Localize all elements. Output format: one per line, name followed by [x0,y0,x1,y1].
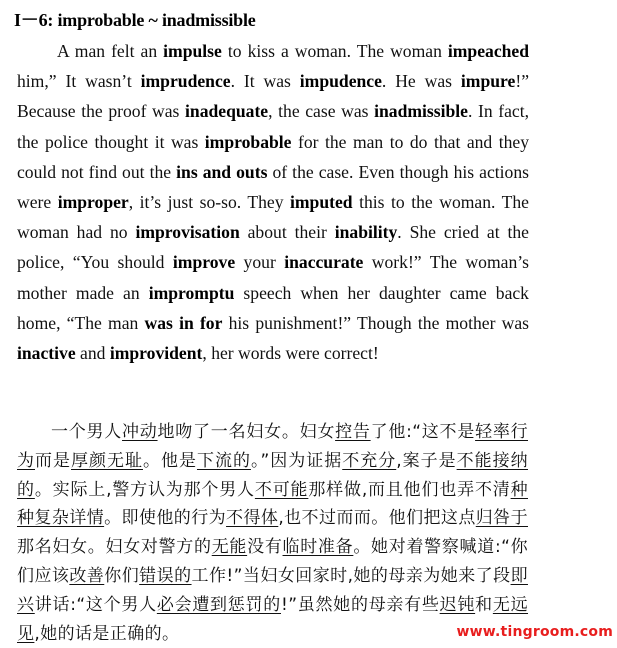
english-text-run: your [235,252,285,273]
english-paragraph [17,36,529,368]
english-text-run: , it’s just so-so. They [128,192,291,213]
section-title: I－6: improbable ~ inadmissible [14,10,256,30]
english-text-run: of the case. Even though his actions were [17,161,529,213]
chinese-text-run: 一个男人 [51,422,123,442]
english-text-run: about their [239,222,335,243]
chinese-text-run: 那样做,而且他们也弄不清 [308,479,511,500]
chinese-text-run: 工作!”当妇女回家时,她的母亲为她来了段 [191,565,511,586]
vocab-term: impromptu [148,282,235,303]
chinese-text-run: 。他是 [142,450,197,471]
vocab-term: impure [460,71,516,92]
english-text-run: . He was [381,71,461,92]
english-text-run: his punishment!” Though the mother was [222,312,529,333]
chinese-text-run: ,她的话是正确的。 [34,623,180,644]
vocab-term: imprudence [140,71,231,92]
translated-term: 错误的 [139,565,192,586]
translated-term: 不可能 [254,479,309,500]
vocab-term: imputed [290,192,353,213]
watermark: www.tingroom.com [456,624,613,640]
vocab-term: improbable [204,131,292,152]
vocab-term: inactive [17,343,76,364]
vocab-term: inaccurate [284,252,364,273]
chinese-text-run: 和 [475,594,493,615]
vocab-term: ins and outs [176,161,268,182]
chinese-paragraph [17,418,528,648]
translated-term: 下流的 [196,450,251,471]
english-text-run: . She cried at the police, “You should [17,222,529,273]
vocab-term: improper [57,192,129,213]
vocab-term: impulse [163,41,222,61]
translated-term: 归咎于 [475,508,528,529]
vocab-term: improvisation [135,222,240,243]
vocab-term: improve [172,252,236,273]
chinese-text-run: 。”因为证据 [250,450,343,471]
english-text-run: speech when her daughter came back home, “The man [17,282,529,333]
translated-term: 不能接纳的 [17,450,528,500]
chinese-text-run: 讲话:“这个男人 [34,594,157,615]
vocab-term: inability [334,222,398,243]
chinese-text-run: 地吻了一名妇女。妇女 [157,422,336,442]
chinese-text-run: 而是 [35,450,71,471]
chinese-text-run: 了他:“这不是 [370,422,476,442]
translated-term: 种种复杂详情 [17,479,528,529]
english-text-run: for the man to do that and they could not find out the [17,131,529,182]
chinese-text-run: 。她对着警察喊道:“你们应该 [17,537,528,586]
vocab-term: impeached [447,41,530,61]
english-text-run: , the case was [268,101,375,122]
vocab-term: was in for [144,312,223,333]
english-text-run: . It was [230,71,300,92]
english-text-run: , her words were correct! [202,343,379,364]
translated-term: 控告 [335,422,371,442]
chinese-text-run: ,案子是 [396,450,457,471]
chinese-text-run: 那名妇女。妇女对警方的 [17,537,212,558]
translated-term: 厚颜无耻 [71,450,143,471]
chinese-text-run: ,也不过而而。他们把这点 [278,508,476,529]
english-text-run: this to the woman. The woman had no [17,192,529,243]
chinese-text-run: 你们 [104,565,140,586]
chinese-text-run: 没有 [247,537,283,558]
translated-term: 无能 [211,537,248,558]
translated-term: 轻率行为 [17,422,528,471]
translated-term: 临时准备 [282,537,354,558]
vocab-term: inadequate [185,101,269,122]
english-text-run: . In fact, the police thought it was [17,101,530,152]
chinese-text-run: 。实际上,警方认为那个男人 [34,479,255,500]
translated-term: 必会遭到惩罚的 [156,594,281,615]
english-text-run: work!” The woman’s mother made an [17,252,530,303]
english-text-run: him,” It wasn’t [17,71,141,92]
translated-term: 无远见 [17,594,529,644]
translated-term: 即兴 [17,565,528,615]
translated-term: 不充分 [342,450,397,471]
vocab-term: improvident [109,343,203,364]
vocab-term: inadmissible [374,101,468,122]
english-text-run: to kiss a woman. The woman [221,41,448,61]
english-text-run: and [75,343,110,364]
chinese-text-run: !”虽然她的母亲有些 [281,594,440,615]
english-text-run: A man felt an [57,41,164,61]
translated-term: 迟钝 [439,594,476,615]
english-text-run: !” Because the proof was [17,71,530,122]
translated-term: 不得体 [226,508,279,529]
chinese-text-run: 。即使他的行为 [104,508,227,529]
vocab-term: impudence [299,71,382,92]
translated-term: 改善 [69,565,105,586]
translated-term: 冲动 [122,422,158,442]
